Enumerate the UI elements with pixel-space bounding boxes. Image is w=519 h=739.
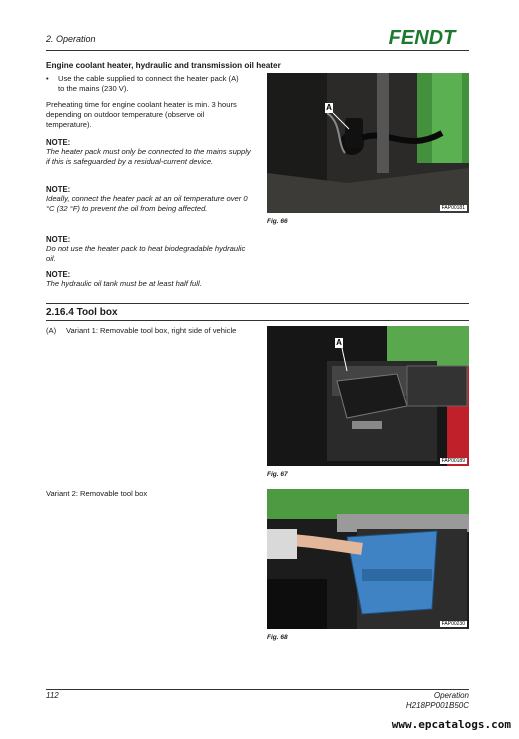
callout-a: A [336,338,342,347]
note-text: The hydraulic oil tank must be at least half full. [46,279,202,288]
brand-text: FENDT [388,28,456,47]
section-rule-bottom [46,320,469,321]
coolant-paragraph: Preheating time for engine coolant heater is min. 3 hours depending on outdoor temperature (observe oil temperature). [46,100,237,129]
variant1-text: Variant 1: Removable tool box, right side of vehicle [66,326,237,335]
bullet-dot: • [46,74,49,83]
footer-doc-id: H218PP001B50C [405,701,469,710]
toolbox-variant2-illustration [267,489,469,629]
figure-66-caption: Fig. 66 [267,218,288,225]
note-label: NOTE: [46,270,71,279]
heater-pack-illustration [267,73,469,213]
figure-68-caption: Fig. 68 [267,634,288,641]
footer-page-number: 112 [46,691,59,700]
watermark-url[interactable]: www.epcatalogs.com [391,718,511,731]
note-block-3 [46,235,256,264]
note-block-1 [46,138,256,167]
coolant-heading: Engine coolant heater, hydraulic and transmission oil heater [46,61,281,70]
figure-67-caption: Fig. 67 [267,471,288,478]
fendt-logo [374,28,470,47]
coolant-bullet [46,74,246,94]
header-rule [46,50,469,51]
figure-code: FAP00189 [441,458,465,464]
note-label: NOTE: [46,185,71,194]
footer-rule [46,689,469,690]
figure-66-photo [267,73,469,213]
note-text: Ideally, connect the heater pack at an oil temperature over 0 °C (32 °F) to prevent the oil from being affected. [46,194,248,213]
footer-section: Operation [433,691,469,700]
figure-code: FAP00181 [441,205,465,211]
note-label: NOTE: [46,138,71,147]
callout-a: A [326,103,332,112]
toolbox-variant1-illustration [267,326,469,466]
bullet-text: Use the cable supplied to connect the heater pack (A) to the mains (230 V). [58,74,239,93]
note-text: Do not use the heater pack to heat biodegradable hydraulic oil. [46,244,246,263]
figure-68-photo [267,489,469,629]
note-block-2 [46,185,256,214]
figure-67-photo [267,326,469,466]
note-label: NOTE: [46,235,71,244]
section-rule [46,303,469,304]
note-block-4 [46,270,256,289]
toolbox-heading: 2.16.4 Tool box [46,307,118,318]
header-section-title: 2. Operation [46,34,96,44]
note-text: The heater pack must only be connected to the mains supply if this is safeguarded by a residual-current device. [46,147,251,166]
variant2-text: Variant 2: Removable tool box [46,489,148,498]
figure-code: FAP00230 [441,621,465,627]
variant1-marker: (A) [46,326,57,335]
